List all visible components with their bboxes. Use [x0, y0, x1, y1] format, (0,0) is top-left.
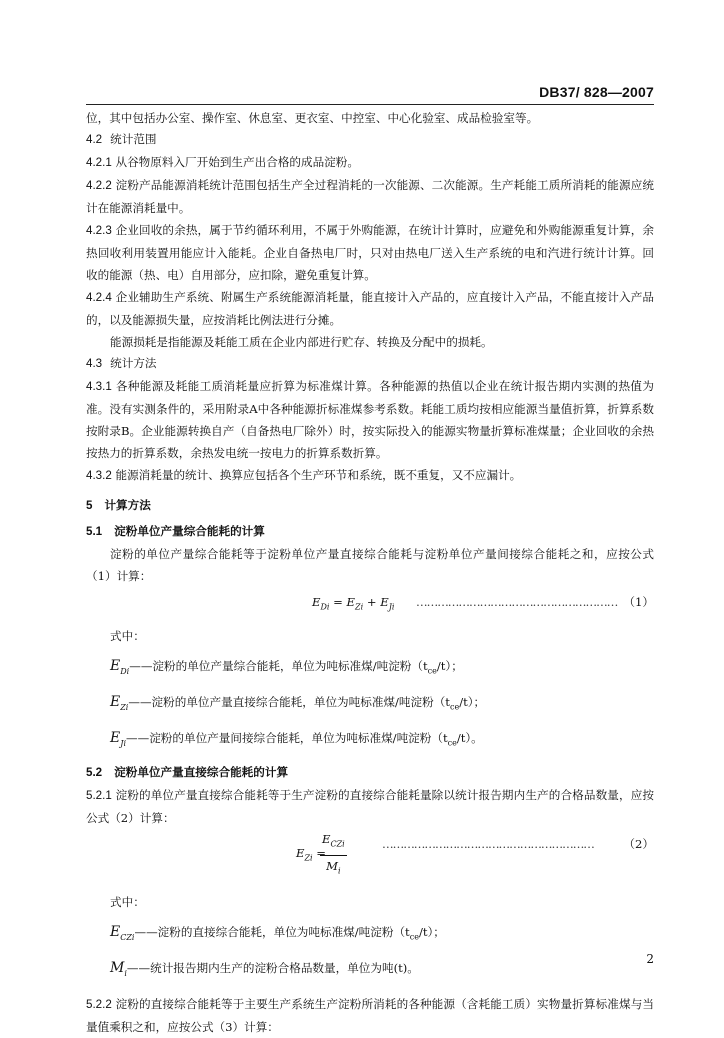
- formula-2: [86, 829, 654, 885]
- symbol: $E_{Di}$: [110, 658, 130, 676]
- symbol: $E_{Ji}$: [110, 729, 126, 748]
- heading-5-2: [86, 762, 654, 784]
- unit-tail: /t）；: [418, 925, 445, 940]
- where-label: 式中：: [110, 629, 145, 643]
- clause-text: 淀粉的直接综合能耗等于主要生产系统生产淀粉所消耗的各种能源（含耗能工质）实物量折算标准煤与当量值乘积之和，应按公式（3）计算：: [86, 996, 655, 1034]
- definition-text: ——淀粉的单位产量综合能耗，单位为吨标准煤/吨淀粉（t: [129, 659, 428, 673]
- symbol: $M_i$: [110, 960, 127, 978]
- definition-text: ——淀粉的单位产量间接综合能耗，单位为吨标准煤/吨淀粉（t: [126, 730, 448, 745]
- symbol-definition-EDi: [110, 655, 654, 683]
- clause-text: 各种能源及耗能工质消耗量应折算为标准煤计算。各种能源的热值以企业在统计报告期内实测的热值为准。没有实测条件的，采用附录A中各种能源折标准煤参考系数。耗能工质均按相应能源当量值折算，折算系数按附录B。企业能源转换自产（自备热电厂除外）时，按实际投入的能源实物量折算标准煤量；企业回收的余热按热力的折算系数，余热发电统一按电力的折算系数折算。: [86, 379, 654, 460]
- page-body: [86, 107, 654, 1038]
- clause-4-2-1: [86, 151, 654, 174]
- heading-title: 计算方法: [104, 499, 151, 512]
- heading-number: 4.3: [86, 357, 103, 370]
- heading-title: 淀粉单位产量直接综合能耗的计算: [114, 766, 289, 780]
- clause-number: 4.2.3: [86, 224, 112, 237]
- clause-5-2-1: [86, 784, 654, 829]
- paragraph-continuation: 位，其中包括办公室、操作室、休息室、更衣室、中控室、中心化验室、成品检验室等。: [86, 111, 539, 125]
- document-code: DB37/ 828—2007: [539, 84, 654, 100]
- heading-title: 统计范围: [110, 133, 157, 146]
- heading-4-2: [86, 129, 654, 151]
- clause-number: 4.2.4: [86, 291, 112, 304]
- heading-number: 5.2: [86, 766, 103, 780]
- page-number: 2: [646, 952, 654, 966]
- clause-text: 能源消耗量的统计、换算应包括各个生产环节和系统，既不重复，又不应漏计。: [115, 468, 522, 482]
- heading-number: 5.1: [86, 525, 103, 538]
- heading-title: 淀粉单位产量综合能耗的计算: [114, 525, 265, 538]
- heading-number: 5: [86, 499, 93, 512]
- leader-dots: ……………………………………………………: [382, 837, 594, 852]
- heading-4-3: [86, 353, 654, 375]
- symbol-definition-EJi: [110, 727, 654, 755]
- symbol: $E_{Zi}$: [110, 693, 129, 712]
- unit-tail: /t）。: [456, 730, 483, 745]
- symbol: $E_{CZi}$: [110, 924, 135, 943]
- formula-2-fraction: [320, 829, 347, 881]
- clause-4-2-2: [86, 174, 654, 219]
- clause-number: 4.2.2: [86, 179, 112, 192]
- clause-number: 5.2.2: [86, 997, 112, 1011]
- clause-4-3-1: [86, 375, 654, 464]
- unit-subscript: ce: [447, 737, 457, 747]
- heading-title: 统计方法: [110, 357, 157, 370]
- clause-number: 4.3.2: [86, 469, 112, 482]
- symbol-definition-ECZi: [110, 921, 654, 949]
- unit-tail: /t）；: [436, 659, 463, 673]
- clause-4-2-4: [86, 286, 654, 331]
- fraction-denominator: $M_i$: [326, 858, 341, 876]
- unit-tail: /t）；: [459, 694, 486, 709]
- paragraph-5-1: 淀粉的单位产量综合能耗等于淀粉单位产量直接综合能耗与淀粉单位产量间接综合能耗之和，应按公式（1）计算：: [86, 547, 654, 583]
- clause-4-3-2: [86, 464, 654, 487]
- clause-number: 5.2.1: [86, 789, 112, 803]
- heading-5-1: [86, 521, 654, 543]
- heading-number: 4.2: [86, 133, 103, 146]
- clause-number: 4.3.1: [86, 380, 112, 393]
- symbol-definition-EZi: [110, 691, 654, 719]
- formula-1: [86, 587, 654, 619]
- clause-4-2-3: [86, 219, 654, 286]
- clause-5-2-2: [86, 993, 654, 1038]
- symbol-definition-Mi: [110, 957, 654, 985]
- definition-text: ——淀粉的单位产量直接综合能耗，单位为吨标准煤/吨淀粉（t: [128, 694, 450, 709]
- definition-text: ——淀粉的直接综合能耗，单位为吨标准煤/吨淀粉（t: [134, 925, 410, 940]
- header-rule: [86, 104, 654, 105]
- clause-number: 4.2.1: [86, 156, 112, 169]
- unit-subscript: ce: [409, 932, 419, 942]
- formula-number: （2）: [623, 837, 654, 852]
- fraction-numerator: $E_{CZi}$: [320, 829, 347, 855]
- formula-number: （1）: [623, 595, 654, 609]
- clause-text: 企业辅助生产系统、附属生产系统能源消耗量，能直接计入产品的，应直接计入产品，不能直接计入产品的，以及能源损失量，应按消耗比例法进行分摊。: [86, 290, 655, 327]
- unit-subscript: ce: [427, 666, 437, 676]
- paragraph-energy-loss: 能源损耗是指能源及耗能工质在企业内部进行贮存、转换及分配中的损耗。: [110, 335, 493, 349]
- clause-text: 淀粉的单位产量直接综合能耗等于生产淀粉的直接综合能耗量除以统计报告期内生产的合格品数量，应按公式（2）计算：: [86, 788, 655, 826]
- heading-5: [86, 495, 654, 517]
- unit-subscript: ce: [449, 702, 460, 712]
- clause-text: 淀粉产品能源消耗统计范围包括生产全过程消耗的一次能源、二次能源。生产耗能工质所消耗的能源应统计在能源消耗量中。: [86, 178, 655, 215]
- formula-2-lhs: $E_{Zi}$ =: [296, 846, 326, 863]
- where-label: 式中：: [110, 895, 145, 910]
- leader-dots: …………………………………………………: [416, 595, 618, 609]
- clause-text: 企业回收的余热，属于节约循环利用，不属于外购能源，在统计计算时，应避免和外购能源重复计算，余热回收利用装置用能应计入能耗。企业自备热电厂时，只对由热电厂送入生产系统的电和汽进行统计计算。回收的能源（热、电）自用部分，应扣除，避免重复计算。: [86, 223, 655, 282]
- clause-text: 从谷物原料入厂开始到生产出合格的成品淀粉。: [115, 155, 359, 169]
- definition-text: ——统计报告期内生产的淀粉合格品数量，单位为吨(t)。: [126, 961, 419, 976]
- formula-1-expression: $E_{Di} = E_{Zi} + E_{Ji}$: [312, 595, 395, 612]
